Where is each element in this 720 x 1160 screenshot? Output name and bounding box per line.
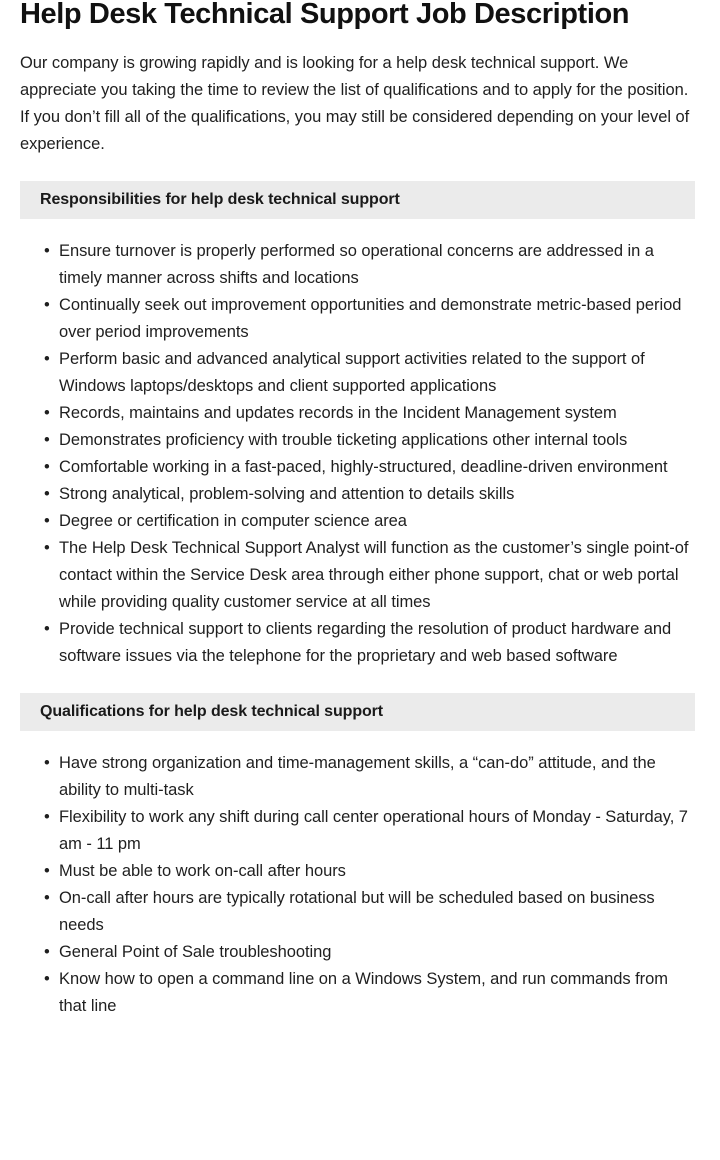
list-item-text: Strong analytical, problem-solving and attention to details skills	[59, 485, 515, 503]
list-item-text: Provide technical support to clients regarding the resolution of product hardware and software issues via the telephone for the proprietary and web based software	[59, 620, 672, 665]
list-item	[0, 966, 720, 1020]
list-item	[0, 346, 720, 400]
list-item	[0, 885, 720, 939]
bullet-icon: •	[44, 539, 50, 557]
list-item-text: General Point of Sale troubleshooting	[59, 943, 332, 961]
list-item	[0, 939, 720, 966]
list-item-text: Comfortable working in a fast-paced, highly-structured, deadline-driven environment	[59, 458, 668, 476]
bullet-icon: •	[44, 970, 50, 988]
list-item-text: Degree or certification in computer science area	[59, 512, 407, 530]
bullet-icon: •	[44, 889, 50, 907]
list-item-text: Must be able to work on-call after hours	[59, 862, 346, 880]
section-heading-qualifications: Qualifications for help desk technical support	[20, 693, 695, 731]
list-item-text: On-call after hours are typically rotational but will be scheduled based on business needs	[59, 889, 655, 934]
bullet-icon: •	[44, 943, 50, 961]
list-item	[0, 535, 720, 616]
bullet-icon: •	[44, 808, 50, 826]
bullet-icon: •	[44, 862, 50, 880]
list-item-text: Know how to open a command line on a Windows System, and run commands from that line	[59, 970, 668, 1015]
list-item	[0, 481, 720, 508]
list-item-text: Have strong organization and time-management skills, a “can-do” attitude, and the ability to multi-task	[59, 754, 656, 799]
bullet-icon: •	[44, 350, 50, 368]
page-title: Help Desk Technical Support Job Description	[20, 0, 630, 30]
section-responsibilities	[0, 181, 720, 670]
bullet-icon: •	[44, 754, 50, 772]
bullet-icon: •	[44, 431, 50, 449]
bullet-icon: •	[44, 485, 50, 503]
list-item-text: The Help Desk Technical Support Analyst will function as the customer’s single point-of contact within the Service Desk area through either phone support, chat or web portal while providing quality customer service at all times	[59, 539, 689, 611]
bullet-icon: •	[44, 404, 50, 422]
intro-paragraph: Our company is growing rapidly and is looking for a help desk technical support. We appreciate you taking the time to review the list of qualifications and to apply for the position. If you don’t fill all of the qualifications, you may still be considered depending on your level of experience.	[20, 54, 690, 153]
list-item	[0, 427, 720, 454]
list-item	[0, 750, 720, 804]
list-item-text: Records, maintains and updates records in the Incident Management system	[59, 404, 617, 422]
list-item	[0, 400, 720, 427]
list-item	[0, 804, 720, 858]
bullet-icon: •	[44, 620, 50, 638]
bullet-icon: •	[44, 242, 50, 260]
responsibilities-list	[0, 219, 720, 670]
list-item-text: Flexibility to work any shift during call center operational hours of Monday - Saturday, 7 am - 11 pm	[59, 808, 688, 853]
qualifications-list	[0, 731, 720, 1020]
list-item-text: Perform basic and advanced analytical support activities related to the support of Windows laptops/desktops and client supported applications	[59, 350, 645, 395]
list-item	[0, 454, 720, 481]
list-item	[0, 616, 720, 670]
section-heading-responsibilities: Responsibilities for help desk technical support	[20, 181, 695, 219]
list-item	[0, 238, 720, 292]
list-item-text: Ensure turnover is properly performed so operational concerns are addressed in a timely manner across shifts and locations	[59, 242, 654, 287]
bullet-icon: •	[44, 512, 50, 530]
bullet-icon: •	[44, 296, 50, 314]
list-item	[0, 508, 720, 535]
list-item-text: Demonstrates proficiency with trouble ticketing applications other internal tools	[59, 431, 628, 449]
list-item-text: Continually seek out improvement opportunities and demonstrate metric-based period over period improvements	[59, 296, 682, 341]
list-item	[0, 292, 720, 346]
section-qualifications	[0, 693, 720, 1020]
list-item	[0, 858, 720, 885]
bullet-icon: •	[44, 458, 50, 476]
